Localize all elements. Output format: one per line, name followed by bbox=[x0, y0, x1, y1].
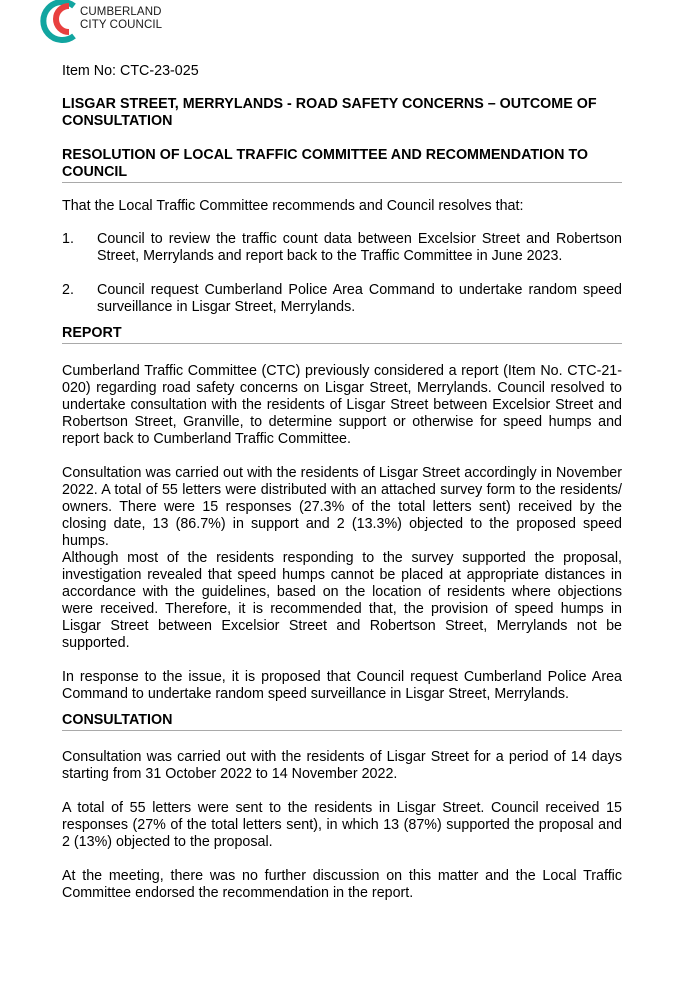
document-body bbox=[62, 63, 622, 902]
council-name-line2: CITY COUNCIL bbox=[80, 19, 163, 31]
report-paragraph-4: In response to the issue, it is proposed that Council request Cumberland Police Area Command to undertake random speed surveillance in Lisgar Street, Merrylands. bbox=[62, 669, 622, 702]
resolution-item bbox=[62, 231, 622, 265]
consultation-heading: CONSULTATION bbox=[62, 712, 622, 731]
council-name-line1: CUMBERLAND bbox=[80, 6, 162, 18]
resolution-item-number: 1. bbox=[62, 231, 74, 247]
consultation-paragraph-1: Consultation was carried out with the residents of Lisgar Street for a period of 14 days starting from 31 October 2022 to 14 November 2022. bbox=[62, 749, 622, 782]
resolution-item-number: 2. bbox=[62, 282, 74, 298]
report-paragraph-3: Although most of the residents responding to the survey supported the proposal, investigation revealed that speed humps cannot be placed at appropriate distances in accordance with the guidelines, based on the location of residents where objections were received. Therefore, it is recommended that, the provision of speed humps in Lisgar Street between Excelsior Street and Robertson Street, Merrylands not be supported. bbox=[62, 550, 622, 651]
report-paragraph-2: Consultation was carried out with the residents of Lisgar Street accordingly in November 2022. A total of 55 letters were distributed with an attached survey form to the residents/ owners. There were 15 responses (27.3% of the total letters sent) received by the closing date, 13 (86.7%) in support and 2 (13.3%) objected to the proposed speed humps. bbox=[62, 465, 622, 549]
resolution-heading: RESOLUTION OF LOCAL TRAFFIC COMMITTEE AND RECOMMENDATION TO COUNCIL bbox=[62, 147, 622, 183]
cumberland-logo-icon bbox=[28, 0, 88, 48]
item-number: Item No: CTC-23-025 bbox=[62, 63, 199, 79]
consultation-paragraph-3: At the meeting, there was no further discussion on this matter and the Local Traffic Committee endorsed the recommendation in the report. bbox=[62, 868, 622, 901]
report-paragraph-1: Cumberland Traffic Committee (CTC) previously considered a report (Item No. CTC-21-020) regarding road safety concerns on Lisgar Street, Merrylands. Council resolved to undertake consultation with the residents of Lisgar Street between Excelsior Street and Robertson Street, Granville, to determine support or otherwise for speed humps and report back to Cumberland Traffic Committee. bbox=[62, 363, 622, 447]
council-name bbox=[80, 6, 162, 32]
report-heading: REPORT bbox=[62, 325, 622, 344]
document-title: LISGAR STREET, MERRYLANDS - ROAD SAFETY CONCERNS – OUTCOME OF CONSULTATION bbox=[62, 96, 597, 129]
resolution-item-text: Council to review the traffic count data between Excelsior Street and Robertson Street, Merrylands and report back to the Traffic Committee in June 2023. bbox=[97, 231, 622, 264]
consultation-paragraph-2: A total of 55 letters were sent to the residents in Lisgar Street. Council received 15 responses (27% of the total letters sent), in which 13 (87%) supported the proposal and 2 (13%) objected to the proposal. bbox=[62, 800, 622, 850]
resolution-item bbox=[62, 282, 622, 316]
resolution-intro: That the Local Traffic Committee recommends and Council resolves that: bbox=[62, 198, 524, 214]
resolution-item-text: Council request Cumberland Police Area Command to undertake random speed surveillance in Lisgar Street, Merrylands. bbox=[97, 282, 622, 315]
